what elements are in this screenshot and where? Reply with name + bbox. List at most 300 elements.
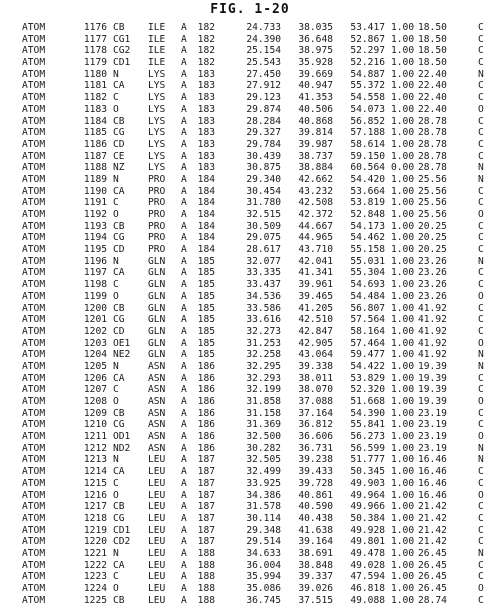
- coord-z: 53.417: [350, 22, 385, 33]
- table-row: [0, 408, 500, 420]
- residue-name: ASN: [148, 419, 166, 431]
- residue-seq: 183: [197, 127, 215, 139]
- chain-id: A: [181, 512, 187, 524]
- coord-z: 57.564: [350, 314, 385, 326]
- b-factor: 23.26: [418, 255, 447, 267]
- atom-serial: 1186: [83, 138, 107, 150]
- table-row: [0, 419, 500, 431]
- coord-x: 30.454: [246, 185, 281, 197]
- atom-serial: 1205: [83, 360, 107, 372]
- atom-serial: 1199: [83, 290, 107, 302]
- atom-serial: 1196: [83, 255, 107, 267]
- chain-id: A: [181, 127, 187, 139]
- atom-name: CA: [113, 80, 125, 92]
- atom-name: N: [113, 255, 119, 267]
- chain-id: A: [181, 57, 187, 69]
- residue-seq: 185: [197, 279, 215, 291]
- b-factor: 26.45: [418, 559, 447, 571]
- chain-id: A: [181, 571, 187, 583]
- b-factor: 18.50: [418, 22, 447, 33]
- coord-x: 32.293: [246, 372, 281, 384]
- b-factor: 23.26: [418, 267, 447, 279]
- coord-x: 30.439: [246, 150, 281, 162]
- residue-seq: 184: [197, 209, 215, 220]
- atom-serial: 1206: [83, 372, 107, 384]
- coord-y: 43.232: [298, 185, 333, 197]
- residue-name: GLN: [148, 337, 166, 349]
- atom-serial: 1213: [83, 454, 107, 466]
- atom-name: O: [113, 489, 119, 501]
- atom-name: C: [113, 197, 119, 209]
- element-symbol: O: [478, 337, 484, 349]
- table-row: [0, 221, 500, 233]
- record-type: ATOM: [22, 571, 46, 583]
- table-row: [0, 279, 500, 291]
- record-type: ATOM: [22, 466, 46, 478]
- occupancy: 1.00: [391, 501, 415, 513]
- coord-x: 25.154: [246, 45, 281, 57]
- occupancy: 1.00: [391, 33, 415, 45]
- table-row: [0, 548, 500, 560]
- coord-y: 38.070: [298, 384, 333, 396]
- residue-name: ASN: [148, 396, 166, 407]
- residue-name: PRO: [148, 185, 166, 197]
- element-symbol: O: [478, 103, 484, 115]
- atom-serial: 1208: [83, 396, 107, 407]
- record-type: ATOM: [22, 442, 46, 454]
- atom-name: O: [113, 396, 119, 407]
- coord-x: 32.199: [246, 384, 281, 396]
- table-row: [0, 174, 500, 186]
- table-row: [0, 151, 500, 163]
- element-symbol: C: [478, 302, 484, 314]
- coord-y: 41.353: [298, 92, 333, 104]
- coord-z: 54.693: [350, 279, 385, 291]
- chain-id: A: [181, 209, 187, 220]
- coord-y: 38.737: [298, 150, 333, 162]
- coord-y: 39.338: [298, 360, 333, 372]
- coord-y: 39.337: [298, 571, 333, 583]
- residue-seq: 187: [197, 524, 215, 536]
- occupancy: 1.00: [391, 279, 415, 291]
- table-row: [0, 384, 500, 396]
- coord-y: 41.205: [298, 302, 333, 314]
- b-factor: 23.19: [418, 442, 447, 454]
- atom-serial: 1207: [83, 384, 107, 396]
- residue-seq: 185: [197, 267, 215, 279]
- atom-name: O: [113, 583, 119, 594]
- occupancy: 1.00: [391, 45, 415, 57]
- residue-name: PRO: [148, 209, 166, 220]
- residue-seq: 182: [197, 45, 215, 57]
- residue-name: PRO: [148, 220, 166, 232]
- residue-seq: 187: [197, 454, 215, 466]
- atom-name: CG1: [113, 33, 131, 45]
- residue-seq: 184: [197, 220, 215, 232]
- coord-y: 44.667: [298, 220, 333, 232]
- chain-id: A: [181, 349, 187, 361]
- coord-z: 60.564: [350, 162, 385, 174]
- b-factor: 23.19: [418, 419, 447, 431]
- occupancy: 1.00: [391, 80, 415, 92]
- residue-name: ILE: [148, 22, 166, 33]
- coord-y: 36.606: [298, 431, 333, 443]
- atom-name: CG: [113, 314, 125, 326]
- coord-x: 33.616: [246, 314, 281, 326]
- record-type: ATOM: [22, 512, 46, 524]
- atom-serial: 1188: [83, 162, 107, 174]
- coord-y: 42.508: [298, 197, 333, 209]
- table-row: [0, 267, 500, 279]
- coord-y: 40.861: [298, 489, 333, 501]
- occupancy: 1.00: [391, 232, 415, 244]
- atom-serial: 1219: [83, 524, 107, 536]
- coord-z: 56.273: [350, 431, 385, 443]
- atom-serial: 1204: [83, 349, 107, 361]
- residue-name: LEU: [148, 512, 166, 524]
- atom-name: CG: [113, 512, 125, 524]
- residue-name: LYS: [148, 68, 166, 80]
- atom-serial: 1183: [83, 103, 107, 115]
- chain-id: A: [181, 501, 187, 513]
- atom-name: CB: [113, 407, 125, 419]
- residue-name: PRO: [148, 244, 166, 256]
- chain-id: A: [181, 103, 187, 115]
- coord-y: 39.728: [298, 477, 333, 489]
- b-factor: 16.46: [418, 454, 447, 466]
- occupancy: 1.00: [391, 407, 415, 419]
- atom-name: C: [113, 92, 119, 104]
- table-row: [0, 116, 500, 128]
- record-type: ATOM: [22, 92, 46, 104]
- record-type: ATOM: [22, 325, 46, 337]
- b-factor: 28.78: [418, 127, 447, 139]
- atom-serial: 1181: [83, 80, 107, 92]
- residue-name: LYS: [148, 80, 166, 92]
- table-row: [0, 92, 500, 104]
- chain-id: A: [181, 302, 187, 314]
- residue-seq: 184: [197, 197, 215, 209]
- coord-z: 57.188: [350, 127, 385, 139]
- atom-serial: 1222: [83, 559, 107, 571]
- occupancy: 1.00: [391, 57, 415, 69]
- atom-name: CG2: [113, 45, 131, 57]
- coord-z: 55.304: [350, 267, 385, 279]
- coord-y: 38.035: [298, 22, 333, 33]
- coord-x: 29.874: [246, 103, 281, 115]
- chain-id: A: [181, 290, 187, 302]
- coord-x: 32.077: [246, 255, 281, 267]
- coord-z: 58.164: [350, 325, 385, 337]
- residue-seq: 183: [197, 80, 215, 92]
- element-symbol: C: [478, 115, 484, 127]
- occupancy: 1.00: [391, 571, 415, 583]
- occupancy: 1.00: [391, 290, 415, 302]
- b-factor: 21.42: [418, 536, 447, 548]
- b-factor: 23.26: [418, 279, 447, 291]
- residue-name: GLN: [148, 255, 166, 267]
- atom-name: N: [113, 360, 119, 372]
- residue-seq: 183: [197, 92, 215, 104]
- table-row: [0, 513, 500, 525]
- residue-name: ASN: [148, 442, 166, 454]
- chain-id: A: [181, 150, 187, 162]
- residue-name: GLN: [148, 349, 166, 361]
- atom-serial: 1224: [83, 583, 107, 594]
- atom-name: CA: [113, 267, 125, 279]
- residue-name: ILE: [148, 45, 166, 57]
- residue-seq: 186: [197, 407, 215, 419]
- element-symbol: C: [478, 197, 484, 209]
- coord-z: 55.841: [350, 419, 385, 431]
- residue-name: ILE: [148, 33, 166, 45]
- residue-seq: 186: [197, 442, 215, 454]
- residue-seq: 187: [197, 477, 215, 489]
- atom-serial: 1210: [83, 419, 107, 431]
- b-factor: 16.46: [418, 489, 447, 501]
- residue-name: ASN: [148, 431, 166, 443]
- element-symbol: C: [478, 466, 484, 478]
- coord-x: 28.284: [246, 115, 281, 127]
- record-type: ATOM: [22, 583, 46, 594]
- atom-name: CD2: [113, 536, 131, 548]
- occupancy: 1.00: [391, 314, 415, 326]
- b-factor: 26.45: [418, 583, 447, 594]
- table-row: [0, 443, 500, 455]
- coord-y: 39.961: [298, 279, 333, 291]
- residue-seq: 188: [197, 571, 215, 583]
- coord-z: 54.558: [350, 92, 385, 104]
- residue-seq: 188: [197, 594, 215, 606]
- coord-x: 32.258: [246, 349, 281, 361]
- coord-x: 30.509: [246, 220, 281, 232]
- coord-y: 40.438: [298, 512, 333, 524]
- chain-id: A: [181, 442, 187, 454]
- b-factor: 28.74: [418, 594, 447, 606]
- coord-z: 49.964: [350, 489, 385, 501]
- record-type: ATOM: [22, 173, 46, 185]
- record-type: ATOM: [22, 244, 46, 256]
- element-symbol: C: [478, 267, 484, 279]
- residue-name: LEU: [148, 594, 166, 606]
- element-symbol: C: [478, 536, 484, 548]
- coord-y: 44.965: [298, 232, 333, 244]
- occupancy: 1.00: [391, 302, 415, 314]
- atom-name: C: [113, 279, 119, 291]
- chain-id: A: [181, 162, 187, 174]
- coord-y: 42.041: [298, 255, 333, 267]
- chain-id: A: [181, 115, 187, 127]
- table-row: [0, 291, 500, 303]
- table-row: [0, 466, 500, 478]
- b-factor: 21.42: [418, 524, 447, 536]
- residue-seq: 186: [197, 419, 215, 431]
- coord-x: 33.335: [246, 267, 281, 279]
- coord-z: 50.384: [350, 512, 385, 524]
- b-factor: 16.46: [418, 466, 447, 478]
- atom-serial: 1201: [83, 314, 107, 326]
- atom-name: OD1: [113, 431, 131, 443]
- coord-z: 54.462: [350, 232, 385, 244]
- coord-x: 29.075: [246, 232, 281, 244]
- residue-name: LEU: [148, 536, 166, 548]
- residue-name: LEU: [148, 547, 166, 559]
- b-factor: 25.56: [418, 185, 447, 197]
- coord-x: 34.536: [246, 290, 281, 302]
- coord-x: 29.514: [246, 536, 281, 548]
- coord-z: 53.829: [350, 372, 385, 384]
- coord-z: 50.345: [350, 466, 385, 478]
- record-type: ATOM: [22, 419, 46, 431]
- residue-seq: 184: [197, 173, 215, 185]
- element-symbol: C: [478, 33, 484, 45]
- table-row: [0, 256, 500, 268]
- coord-x: 32.500: [246, 431, 281, 443]
- residue-seq: 187: [197, 512, 215, 524]
- record-type: ATOM: [22, 127, 46, 139]
- table-row: [0, 373, 500, 385]
- coord-x: 29.340: [246, 173, 281, 185]
- residue-name: ASN: [148, 407, 166, 419]
- coord-x: 25.543: [246, 57, 281, 69]
- residue-name: LEU: [148, 477, 166, 489]
- atom-name: CB: [113, 302, 125, 314]
- element-symbol: C: [478, 57, 484, 69]
- atom-serial: 1212: [83, 442, 107, 454]
- coord-y: 43.064: [298, 349, 333, 361]
- atom-name: C: [113, 477, 119, 489]
- atom-serial: 1216: [83, 489, 107, 501]
- record-type: ATOM: [22, 232, 46, 244]
- coord-x: 33.925: [246, 477, 281, 489]
- occupancy: 1.00: [391, 384, 415, 396]
- coord-x: 35.086: [246, 583, 281, 594]
- residue-name: PRO: [148, 173, 166, 185]
- occupancy: 1.00: [391, 454, 415, 466]
- coord-y: 37.088: [298, 396, 333, 407]
- element-symbol: C: [478, 524, 484, 536]
- element-symbol: C: [478, 571, 484, 583]
- coord-z: 58.614: [350, 138, 385, 150]
- element-symbol: C: [478, 232, 484, 244]
- record-type: ATOM: [22, 396, 46, 407]
- chain-id: A: [181, 407, 187, 419]
- occupancy: 1.00: [391, 442, 415, 454]
- coord-z: 53.819: [350, 197, 385, 209]
- coord-z: 54.390: [350, 407, 385, 419]
- record-type: ATOM: [22, 255, 46, 267]
- residue-name: LEU: [148, 489, 166, 501]
- b-factor: 19.39: [418, 384, 447, 396]
- atom-serial: 1215: [83, 477, 107, 489]
- atom-name: N: [113, 68, 119, 80]
- atom-serial: 1178: [83, 45, 107, 57]
- coord-z: 54.484: [350, 290, 385, 302]
- occupancy: 1.00: [391, 103, 415, 115]
- b-factor: 25.56: [418, 209, 447, 220]
- atom-serial: 1177: [83, 33, 107, 45]
- b-factor: 22.40: [418, 92, 447, 104]
- record-type: ATOM: [22, 185, 46, 197]
- coord-x: 32.505: [246, 454, 281, 466]
- record-type: ATOM: [22, 290, 46, 302]
- occupancy: 1.00: [391, 209, 415, 220]
- coord-z: 49.028: [350, 559, 385, 571]
- atom-name: O: [113, 209, 119, 220]
- coord-x: 36.004: [246, 559, 281, 571]
- chain-id: A: [181, 185, 187, 197]
- coord-y: 42.510: [298, 314, 333, 326]
- occupancy: 1.00: [391, 220, 415, 232]
- coord-x: 32.515: [246, 209, 281, 220]
- chain-id: A: [181, 22, 187, 33]
- residue-seq: 183: [197, 115, 215, 127]
- chain-id: A: [181, 33, 187, 45]
- coord-y: 41.638: [298, 524, 333, 536]
- coord-x: 30.875: [246, 162, 281, 174]
- chain-id: A: [181, 197, 187, 209]
- atom-name: NE2: [113, 349, 131, 361]
- b-factor: 19.39: [418, 360, 447, 372]
- table-row: [0, 127, 500, 139]
- b-factor: 21.42: [418, 512, 447, 524]
- element-symbol: O: [478, 431, 484, 443]
- chain-id: A: [181, 232, 187, 244]
- table-row: [0, 314, 500, 326]
- coord-x: 24.390: [246, 33, 281, 45]
- table-row: [0, 571, 500, 583]
- table-row: [0, 454, 500, 466]
- record-type: ATOM: [22, 594, 46, 606]
- element-symbol: C: [478, 45, 484, 57]
- atom-serial: 1214: [83, 466, 107, 478]
- coord-x: 29.327: [246, 127, 281, 139]
- b-factor: 25.56: [418, 197, 447, 209]
- residue-seq: 184: [197, 232, 215, 244]
- record-type: ATOM: [22, 314, 46, 326]
- residue-name: LYS: [148, 138, 166, 150]
- record-type: ATOM: [22, 372, 46, 384]
- chain-id: A: [181, 547, 187, 559]
- occupancy: 1.00: [391, 22, 415, 33]
- element-symbol: C: [478, 407, 484, 419]
- coord-x: 29.348: [246, 524, 281, 536]
- atom-name: CD: [113, 138, 125, 150]
- occupancy: 1.00: [391, 396, 415, 407]
- b-factor: 19.39: [418, 396, 447, 407]
- element-symbol: N: [478, 360, 484, 372]
- atom-serial: 1220: [83, 536, 107, 548]
- coord-x: 34.633: [246, 547, 281, 559]
- chain-id: A: [181, 594, 187, 606]
- record-type: ATOM: [22, 33, 46, 45]
- occupancy: 1.00: [391, 127, 415, 139]
- coord-x: 33.586: [246, 302, 281, 314]
- residue-seq: 187: [197, 536, 215, 548]
- atom-serial: 1223: [83, 571, 107, 583]
- residue-seq: 183: [197, 103, 215, 115]
- table-row: [0, 396, 500, 408]
- record-type: ATOM: [22, 337, 46, 349]
- coord-y: 37.515: [298, 594, 333, 606]
- atom-record-table: [0, 22, 500, 606]
- chain-id: A: [181, 384, 187, 396]
- b-factor: 41.92: [418, 337, 447, 349]
- chain-id: A: [181, 325, 187, 337]
- b-factor: 22.40: [418, 68, 447, 80]
- table-row: [0, 104, 500, 116]
- residue-name: LYS: [148, 150, 166, 162]
